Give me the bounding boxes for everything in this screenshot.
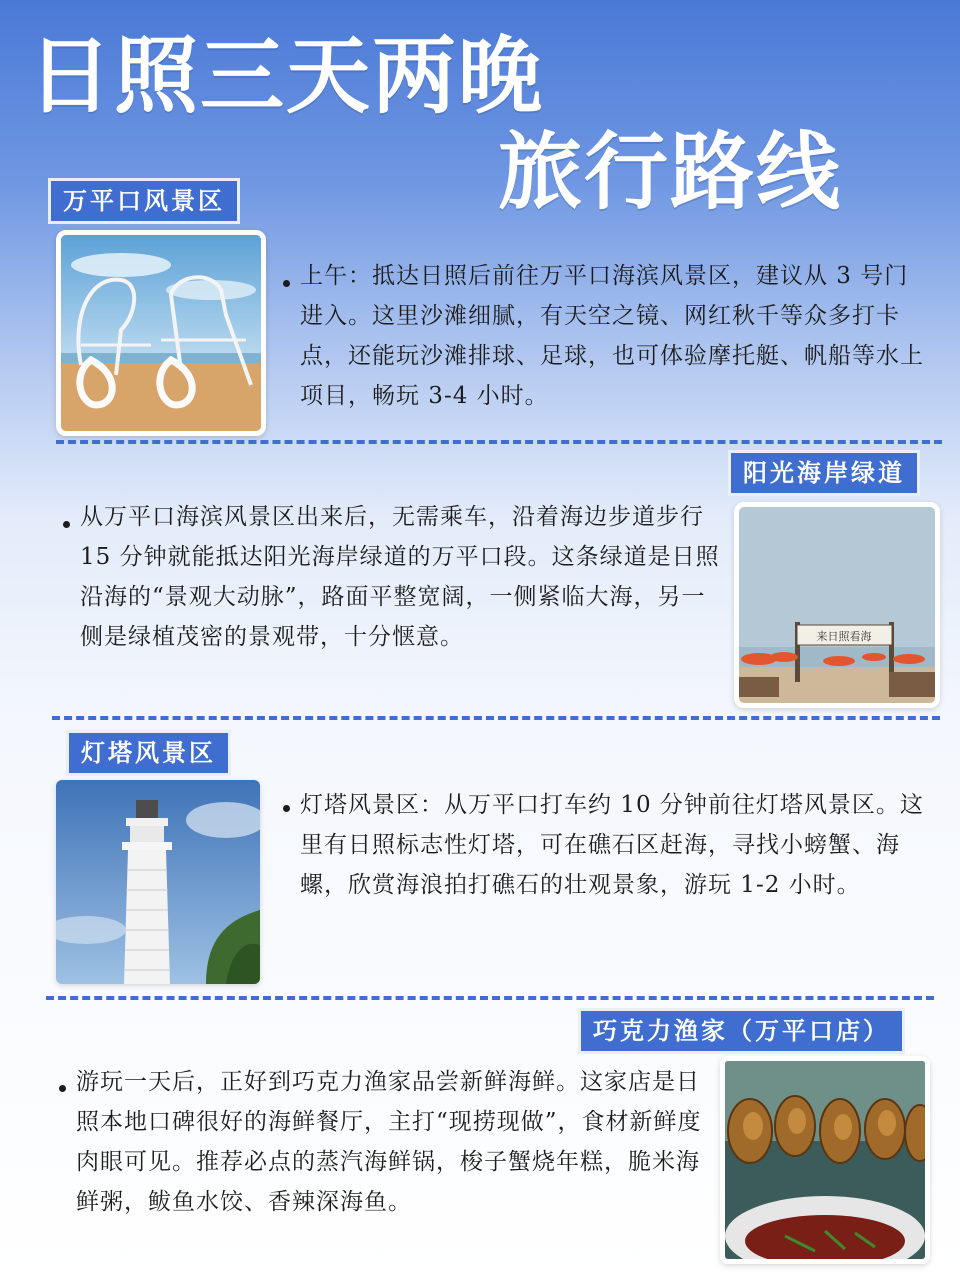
photo-greenway-beach: [734, 502, 940, 708]
section-divider: [52, 716, 940, 720]
section-tag-wanpingkou: 万平口风景区: [48, 178, 240, 224]
sign-text: 来日照看海: [816, 630, 872, 643]
section-text-greenway: 从万平口海滨风景区出来后，无需乘车，沿着海边步道步行 15 分钟就能抵达阳光海岸绿道的万平口段。这条绿道是日照沿海的“景观大动脉”，路面平整宽阔，一侧紧临大海，另一侧是绿植茂密的景观带，十分惬意。: [80, 504, 720, 650]
bullet: [63, 521, 70, 528]
photo-seafood-dish: [720, 1056, 930, 1264]
section-tag-lighthouse: 灯塔风景区: [66, 730, 231, 776]
page-title-line1: 日照三天两晚: [28, 27, 545, 125]
section-text-restaurant: 游玩一天后，正好到巧克力渔家品尝新鲜海鲜。这家店是日照本地口碑很好的海鲜餐厅，主打“现捞现做”，食材新鲜度肉眼可见。推荐必点的蒸汽海鲜锅，梭子蟹烧年糕，脆米海鲜粥，鲅鱼水饺、香辣深海鱼。: [76, 1069, 702, 1215]
section-tag-restaurant: 巧克力渔家（万平口店）: [578, 1008, 905, 1054]
section-text-lighthouse: 灯塔风景区：从万平口打车约 10 分钟前往灯塔风景区。这里有日照标志性灯塔，可在礁石区赶海，寻找小螃蟹、海螺，欣赏海浪拍打礁石的壮观景象，游玩 1-2 小时。: [300, 792, 924, 898]
bullet: [283, 280, 290, 287]
page-title-line2: 旅行路线: [498, 123, 843, 221]
bullet: [59, 1085, 66, 1092]
section-tag-greenway: 阳光海岸绿道: [728, 450, 920, 496]
photo-beach-sculpture: [56, 230, 266, 436]
section-text-wanpingkou: 上午：抵达日照后前往万平口海滨风景区，建议从 3 号门进入。这里沙滩细腻，有天空之镜、网红秋千等众多打卡点，还能玩沙滩排球、足球，也可体验摩托艇、帆船等水上项目，畅玩 3-4 小时。: [300, 263, 924, 409]
bullet: [283, 805, 290, 812]
section-divider: [56, 440, 942, 444]
photo-lighthouse: [56, 780, 260, 984]
section-divider: [46, 996, 934, 1000]
